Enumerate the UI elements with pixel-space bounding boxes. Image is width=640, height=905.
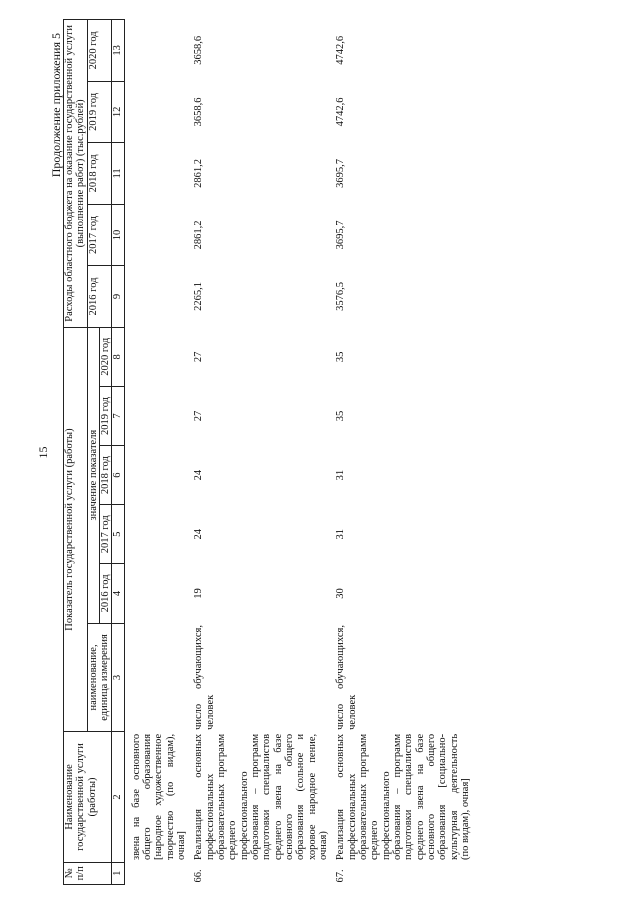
expense-2020: 4742,6: [335, 35, 347, 65]
col-number: 7: [112, 386, 124, 445]
header-num: № п/п: [64, 862, 112, 884]
col-number: 13: [112, 20, 124, 82]
header-exp-year-2019: 2019 год: [87, 81, 112, 143]
header-exp-year-2017: 2017 год: [87, 204, 112, 266]
header-exp-year-2020: 2020 год: [87, 20, 112, 82]
expense-2018: 3695,7: [335, 159, 347, 188]
expense-2020: 3658,6: [193, 35, 205, 65]
expense-2019: 4742,6: [335, 97, 347, 127]
expense-2016: 3576,5: [335, 282, 347, 311]
col-number: 2: [112, 732, 124, 862]
col-number: 12: [112, 81, 124, 143]
budget-table: [63, 19, 471, 885]
expense-2018: 2861,2: [193, 159, 205, 188]
table-row: [187, 20, 329, 885]
header-value-group: значение показателя: [87, 327, 99, 623]
col-number: 10: [112, 204, 124, 266]
indicator-value-2017: 31: [335, 529, 347, 540]
page-number: 15: [36, 446, 50, 459]
col-number: 11: [112, 143, 124, 205]
header-unit: наименование, единица измерения: [87, 623, 112, 732]
indicator-value-2019: 27: [193, 410, 205, 422]
indicator-value-2018: 31: [335, 469, 347, 481]
header-val-year-2018: 2018 год: [99, 446, 111, 505]
indicator-unit: число обучающихся, человек: [193, 625, 216, 730]
indicator-value-2020: 27: [193, 351, 205, 363]
indicator-value-2016: 30: [335, 588, 347, 599]
indicator-value-2016: 19: [193, 588, 205, 599]
header-val-year-2019: 2019 год: [99, 386, 111, 445]
indicator-value-2017: 24: [193, 529, 205, 540]
continuation-note: Продолжение приложения 5: [49, 33, 63, 178]
indicator-unit: число обучающихся, человек: [335, 625, 358, 730]
col-number: 3: [112, 623, 124, 732]
table-row: [329, 20, 471, 885]
expense-2017: 2861,2: [193, 220, 205, 250]
header-exp-year-2016: 2016 год: [87, 266, 112, 328]
header-service-name: Наименование государственной услуги (работы): [64, 732, 112, 862]
col-number: 8: [112, 327, 124, 386]
expense-2016: 2265,1: [193, 282, 205, 311]
row-number: 66.: [193, 869, 205, 883]
header-expenses-group: Расходы областного бюджета на оказание государственной услуги (выполнение работ) (тыс.рублей): [64, 20, 88, 328]
col-number: 1: [112, 862, 124, 884]
col-number: 5: [112, 505, 124, 564]
col-number: 4: [112, 564, 124, 623]
indicator-value-2019: 35: [335, 410, 347, 422]
service-name: Реализация основных профессиональных образовательных программ среднего профессионального образования – программ подготовки специалистов среднего звена на базе основного общего образования (сольное и хоровое народное пение, очная): [193, 733, 329, 861]
indicator-value-2020: 35: [335, 351, 347, 363]
header-val-year-2016: 2016 год: [99, 564, 111, 623]
header-val-year-2017: 2017 год: [99, 505, 111, 564]
header-val-year-2020: 2020 год: [99, 327, 111, 386]
expense-2019: 3658,6: [193, 97, 205, 127]
carry-over-service-name: звена на базе основного общего образования [народное художественное творчество (по видам), очная]: [130, 733, 187, 861]
row-number: 67.: [335, 869, 347, 883]
expense-2017: 3695,7: [335, 220, 347, 250]
indicator-value-2018: 24: [193, 469, 205, 481]
col-number: 9: [112, 266, 124, 328]
header-indicator-group: Показатель государственной услуги (работы): [64, 327, 88, 732]
table-row-carry-over: [124, 20, 187, 885]
service-name: Реализация основных профессиональных образовательных программ среднего профессионального образования – программ подготовки специалистов среднего звена на базе основного общего образования [социально-культурная деятельность (по видам), очная]: [335, 733, 471, 861]
header-exp-year-2018: 2018 год: [87, 143, 112, 205]
col-number: 6: [112, 446, 124, 505]
